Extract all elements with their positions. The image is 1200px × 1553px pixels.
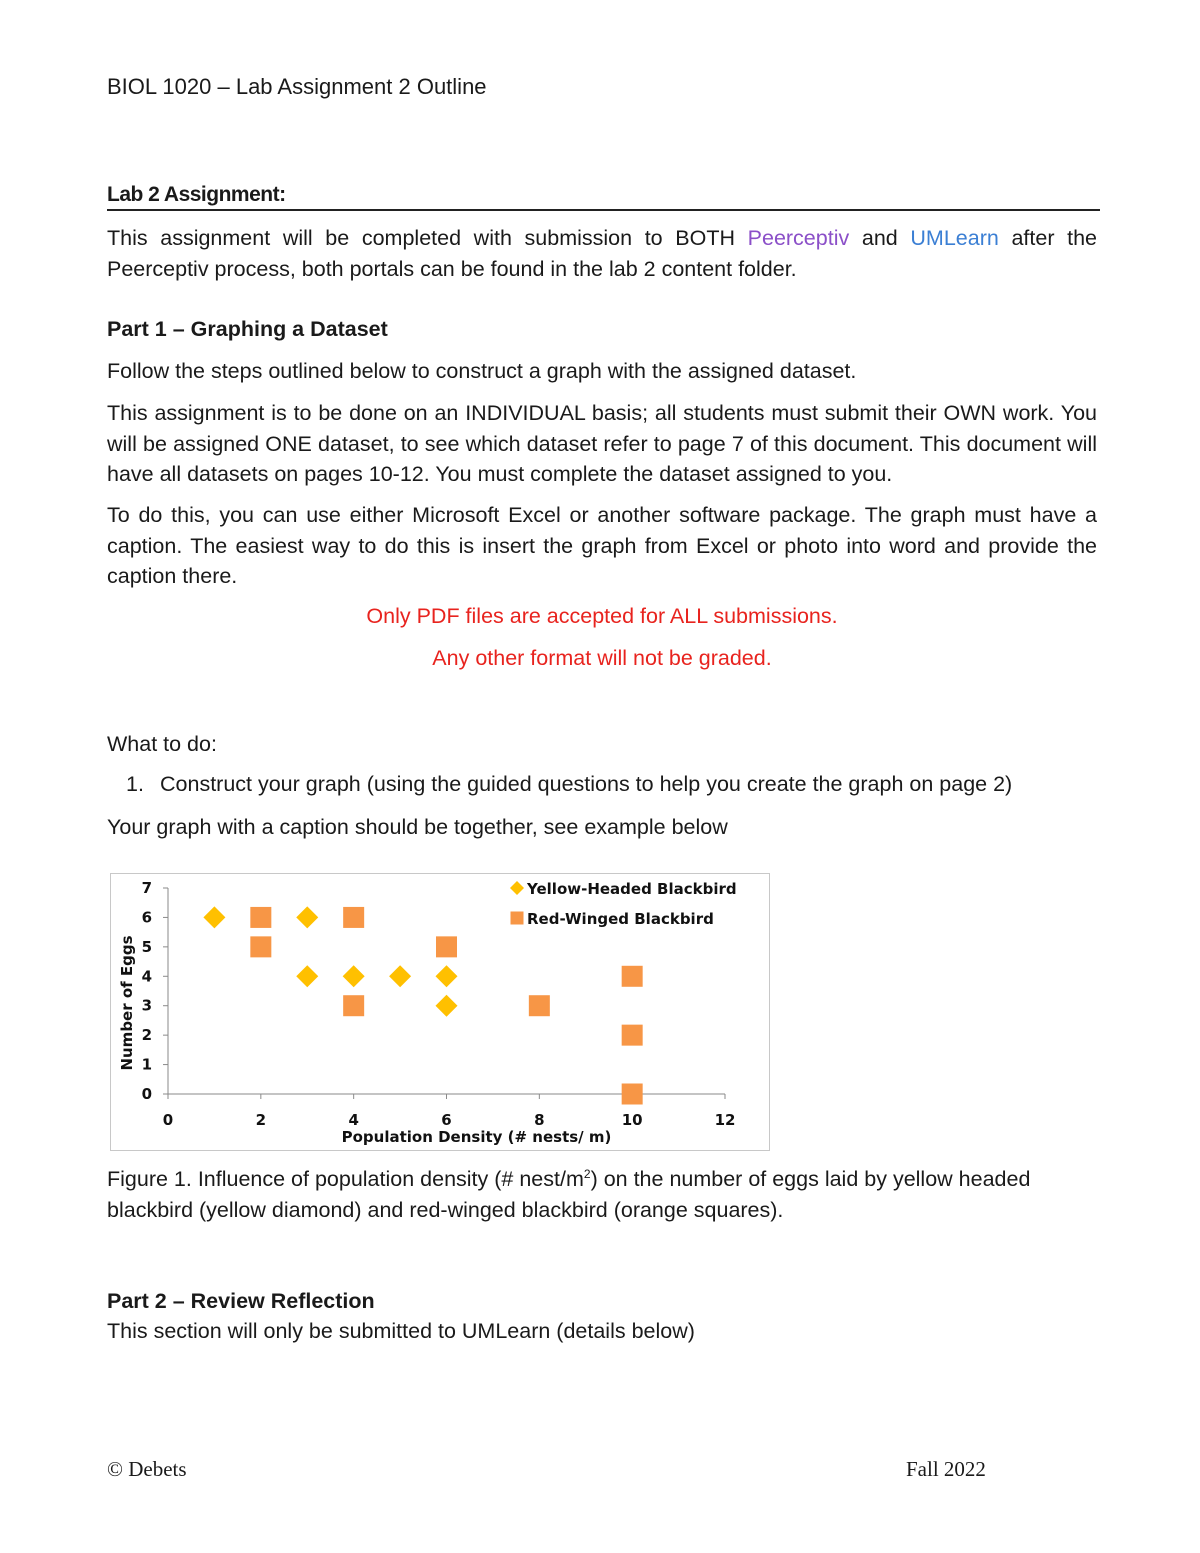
umlearn-link[interactable]: UMLearn	[910, 226, 999, 250]
red-winged-point	[250, 936, 271, 957]
intro-text-2: after the Peerceptiv process, both portals can be found in the lab 2 content folder.	[107, 226, 1098, 281]
lab-intro-paragraph	[107, 223, 1097, 284]
y-tick-label: 2	[141, 1026, 152, 1045]
x-tick-label: 0	[162, 1111, 174, 1129]
scatter-chart-svg	[111, 874, 768, 1149]
red-winged-point	[622, 1084, 643, 1105]
graph-caption-note: Your graph with a caption should be together, see example below	[107, 815, 728, 839]
yellow-headed-point	[389, 965, 411, 987]
page-header: BIOL 1020 – Lab Assignment 2 Outline	[107, 74, 487, 99]
x-tick-label: 8	[534, 1111, 545, 1129]
y-tick-label: 4	[141, 967, 152, 986]
red-winged-point	[622, 966, 643, 987]
y-tick-label: 6	[141, 908, 152, 927]
y-tick-label: 0	[141, 1085, 152, 1103]
y-tick-label: 5	[141, 937, 152, 956]
legend-label: Red-Winged Blackbird	[527, 910, 714, 928]
red-winged-point	[343, 995, 364, 1016]
y-tick-label: 3	[141, 996, 152, 1015]
part2-paragraph: This section will only be submitted to UMLearn (details below)	[107, 1319, 695, 1343]
part1-paragraph-3: To do this, you can use either Microsoft Excel or another software package. The graph must have a caption. The easiest way to do this is insert the graph from Excel or photo into word and provide the caption there.	[107, 503, 1097, 588]
footer-term: Fall 2022	[906, 1457, 986, 1481]
x-tick-label: 2	[255, 1111, 267, 1129]
caption-superscript: 2	[583, 1167, 591, 1181]
yellow-headed-point	[203, 906, 225, 928]
intro-text-1: This assignment will be completed with submission to BOTH	[107, 226, 735, 250]
caption-text-b: ) on the number of eggs laid by yellow headed blackbird (yellow diamond) and red-winged blackbird (orange squares).	[107, 1167, 1031, 1223]
x-axis-label: Population Density (# nests/ m)	[341, 1128, 612, 1146]
lab-assignment-title: Lab 2 Assignment:	[107, 183, 286, 206]
red-winged-point	[622, 1025, 643, 1046]
example-chart	[110, 873, 770, 1151]
list-item	[126, 772, 1012, 797]
legend-label: Yellow-Headed Blackbird	[527, 880, 737, 898]
step-1-text: Construct your graph (using the guided questions to help you create the graph on page 2)	[160, 772, 1013, 796]
pdf-warning-1: Only PDF files are accepted for ALL submissions.	[366, 604, 838, 628]
yellow-headed-point	[296, 906, 318, 928]
x-tick-label: 4	[348, 1111, 359, 1129]
what-to-do-label: What to do:	[107, 732, 217, 756]
pdf-warning-2: Any other format will not be graded.	[432, 646, 772, 670]
legend-marker-red-winged	[511, 912, 524, 925]
yellow-headed-point	[436, 965, 458, 987]
y-tick-label: 1	[141, 1055, 152, 1074]
red-winged-point	[436, 936, 457, 957]
part1-paragraph-1: Follow the steps outlined below to construct a graph with the assigned dataset.	[107, 359, 857, 383]
part2-heading: Part 2 – Review Reflection	[107, 1289, 375, 1313]
red-winged-point	[250, 907, 271, 928]
part1-heading: Part 1 – Graphing a Dataset	[107, 317, 388, 341]
footer-copyright: © Debets	[107, 1457, 187, 1481]
yellow-headed-point	[343, 965, 365, 987]
x-tick-label: 10	[621, 1111, 643, 1129]
x-tick-label: 6	[441, 1111, 452, 1129]
yellow-headed-point	[296, 965, 318, 987]
peerceptiv-link[interactable]: Peerceptiv	[747, 226, 850, 250]
red-winged-point	[343, 907, 364, 928]
x-tick-label: 12	[714, 1111, 736, 1129]
red-winged-point	[529, 995, 550, 1016]
caption-text-a: Figure 1. Influence of population density (# nest/m	[107, 1167, 584, 1192]
y-tick-label: 7	[141, 879, 152, 897]
figure-caption	[107, 1159, 1099, 1226]
y-axis-label: Number of Eggs	[118, 935, 136, 1071]
yellow-headed-point	[436, 995, 458, 1017]
part1-paragraph-2: This assignment is to be done on an INDIVIDUAL basis; all students must submit their OWN work. You will be assigned ONE dataset, to see which dataset refer to page 7 of this document. This document will have all datasets on pages 10-12. You must complete the dataset assigned to you.	[107, 401, 1097, 486]
title-underline	[107, 209, 1100, 211]
legend-marker-yellow-headed	[510, 881, 524, 895]
intro-and: and	[861, 226, 898, 250]
list-number: 1.	[126, 772, 144, 796]
